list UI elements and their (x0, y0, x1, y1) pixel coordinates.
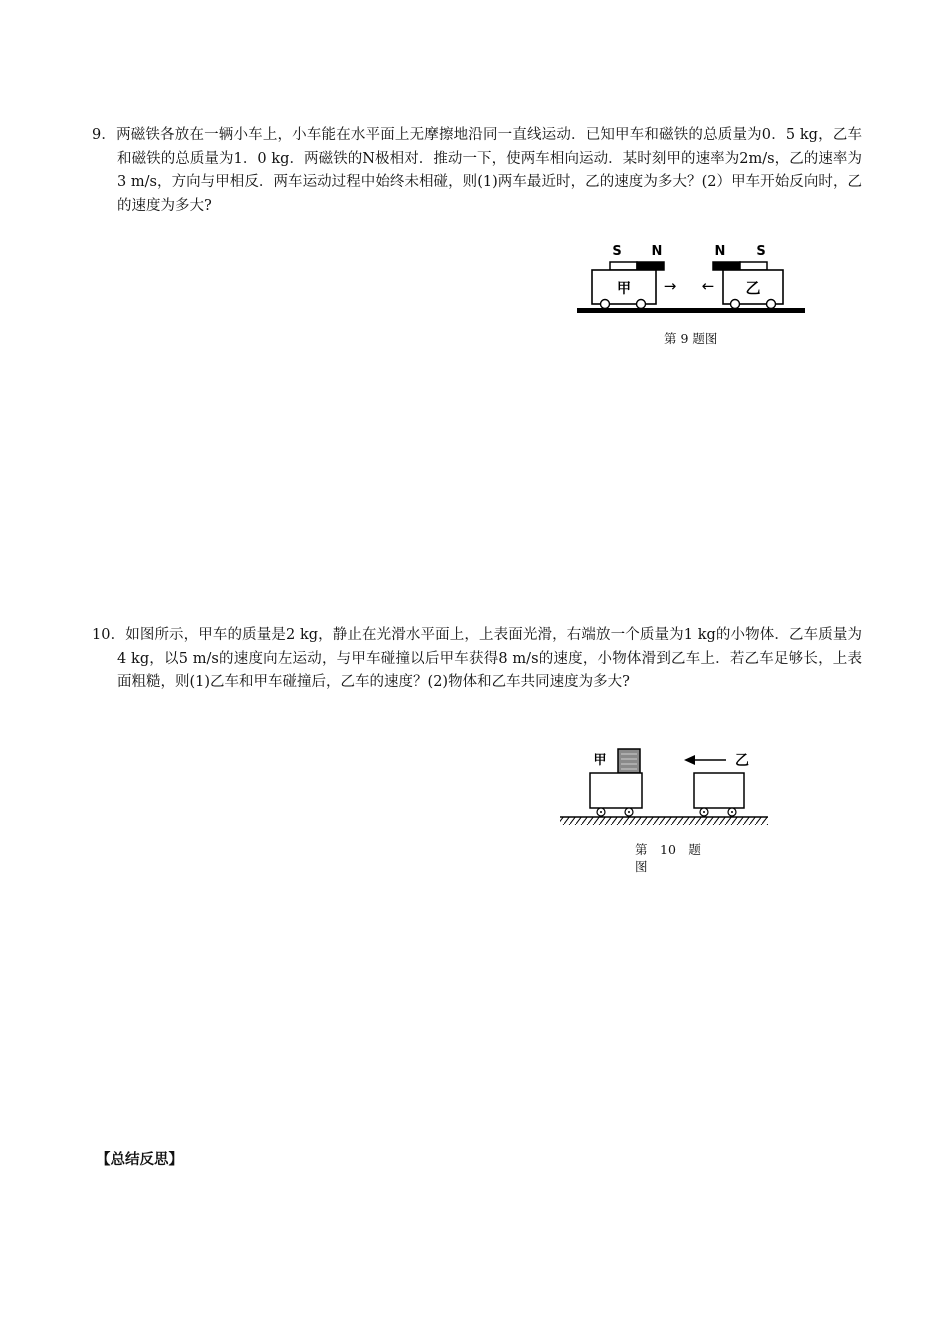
pole-label-n-right: N (714, 244, 726, 259)
cart-b-label: 乙 (735, 753, 749, 769)
cart-a-label: 甲 (593, 753, 607, 768)
cart-b-label: 乙 (745, 279, 761, 297)
cart-b-body (694, 773, 744, 808)
pole-label-n-left: N (651, 244, 663, 259)
ground-line (577, 308, 805, 313)
magnet-right (713, 262, 767, 270)
figure-10-collision (558, 744, 770, 830)
cart-wheels (597, 808, 736, 816)
figure-9-carts-magnets (575, 238, 807, 318)
cart-a-body (590, 773, 642, 808)
summary-heading: 【总结反思】 (96, 1151, 183, 1168)
figure-10-caption-line2: 图 (635, 859, 648, 874)
figure-9-caption: 第 9 题图 (664, 331, 718, 346)
arrow-left-icon: ← (701, 277, 715, 295)
pole-label-s-left: S (612, 244, 622, 259)
pole-label-s-right: S (756, 244, 766, 259)
ground-hatch (560, 817, 768, 825)
question-10-text: 10．如图所示，甲车的质量是2 kg，静止在光滑水平面上，上表面光滑，右端放一个质量为1 kg的小物体．乙车质量为4 kg，以5 m/s的速度向左运动，与甲车碰撞以后甲车获得8 m/s的速度，小物体滑到乙车上．若乙车足够长，上表面粗糙，则(1)乙车和甲车碰撞后，乙车的速度？(2)物体和乙车共同速度为多大? (92, 627, 862, 690)
wheel-hubs (600, 811, 733, 813)
arrow-right-icon: → (663, 277, 677, 295)
question-9-text: 9．两磁铁各放在一辆小车上，小车能在水平面上无摩擦地沿同一直线运动．已知甲车和磁铁的总质量为0．5 kg，乙车和磁铁的总质量为1．0 kg．两磁铁的N极相对．推动一下，使两车相向运动．某时刻甲的速率为2m/s，乙的速率为3 m/s，方向与甲相反．两车运动过程中始终未相碰，则(1)两车最近时，乙的速度为多大？(2）甲车开始反向时，乙的速度为多大? (92, 127, 862, 214)
question-9 (92, 124, 862, 218)
cart-a-label: 甲 (617, 281, 631, 297)
magnet-left (610, 262, 664, 270)
arrow-left-head (684, 755, 695, 765)
figure-10-caption-line1: 第 10 题 (635, 842, 701, 857)
question-10 (92, 624, 862, 695)
